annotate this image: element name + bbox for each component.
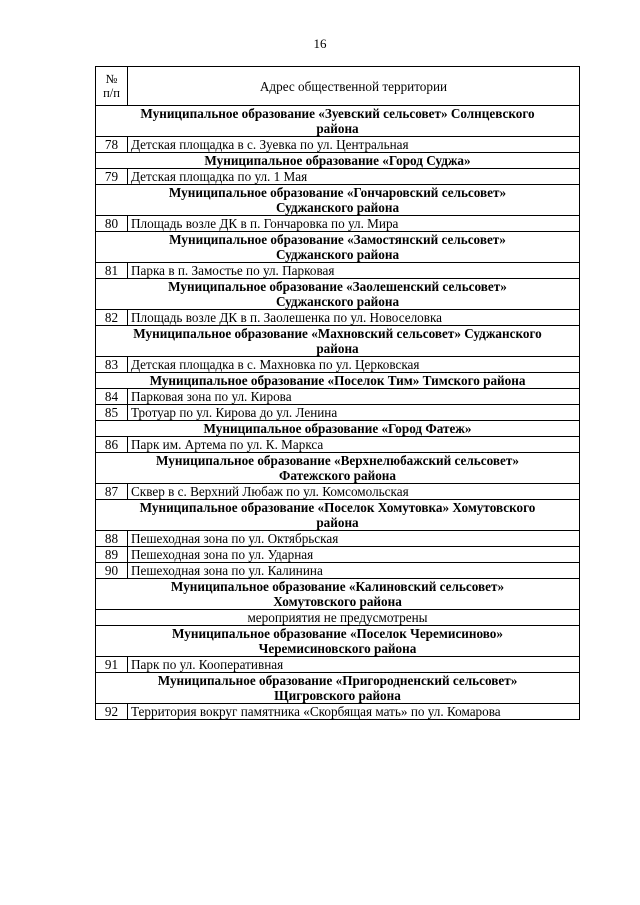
section-heading-line2: Суджанского района xyxy=(275,294,400,309)
table-row xyxy=(96,137,580,153)
table-row xyxy=(96,547,580,563)
row-number: 90 xyxy=(96,563,128,579)
section-heading xyxy=(96,153,580,169)
section-heading-line2: Хомутовского района xyxy=(273,594,402,609)
section-heading xyxy=(96,232,580,263)
section-heading xyxy=(96,421,580,437)
section-heading xyxy=(96,626,580,657)
table-body xyxy=(96,106,580,720)
section-heading-line1: Муниципальное образование «Пригородненский сельсовет» xyxy=(157,673,518,688)
row-address: Территория вокруг памятника «Скорбящая мать» по ул. Комарова xyxy=(128,704,580,720)
section-heading-line2: Щигровского района xyxy=(274,688,401,703)
table-row xyxy=(96,704,580,720)
row-address: Площадь возле ДК в п. Заолешенка по ул. Новоселовка xyxy=(128,310,580,326)
table-row xyxy=(96,405,580,421)
section-row xyxy=(96,153,580,169)
row-number: 87 xyxy=(96,484,128,500)
row-address: Площадь возле ДК в п. Гончаровка по ул. Мира xyxy=(128,216,580,232)
row-number: 78 xyxy=(96,137,128,153)
section-heading xyxy=(96,279,580,310)
section-row xyxy=(96,500,580,531)
section-heading xyxy=(96,373,580,389)
row-number: 91 xyxy=(96,657,128,673)
section-heading-line1: Муниципальное образование «Город Фатеж» xyxy=(203,421,472,436)
row-address: Пешеходная зона по ул. Октябрьская xyxy=(128,531,580,547)
section-heading xyxy=(96,185,580,216)
row-number: 79 xyxy=(96,169,128,185)
section-heading xyxy=(96,579,580,610)
row-address: Детская площадка в с. Махновка по ул. Церковская xyxy=(128,357,580,373)
table-row xyxy=(96,531,580,547)
section-row xyxy=(96,673,580,704)
row-address: Парк по ул. Кооперативная xyxy=(128,657,580,673)
section-heading-line1: Муниципальное образование «Поселок Хомутовка» Хомутовского xyxy=(139,500,536,515)
row-address: Парковая зона по ул. Кирова xyxy=(128,389,580,405)
row-address: Тротуар по ул. Кирова до ул. Ленина xyxy=(128,405,580,421)
section-heading-line1: Муниципальное образование «Махновский сельсовет» Суджанского xyxy=(133,326,542,341)
row-number: 89 xyxy=(96,547,128,563)
section-row xyxy=(96,279,580,310)
section-heading-line2: Суджанского района xyxy=(275,200,400,215)
section-heading-line1: Муниципальное образование «Замостянский сельсовет» xyxy=(169,232,506,247)
section-heading xyxy=(96,453,580,484)
table-row xyxy=(96,310,580,326)
table-row xyxy=(96,357,580,373)
section-row xyxy=(96,106,580,137)
section-heading xyxy=(96,673,580,704)
table-row xyxy=(96,169,580,185)
section-heading-line1: Муниципальное образование «Верхнелюбажский сельсовет» xyxy=(156,453,519,468)
note-text: мероприятия не предусмотрены xyxy=(96,610,580,626)
section-heading-line2: района xyxy=(316,515,359,530)
row-address: Сквер в с. Верхний Любаж по ул. Комсомольская xyxy=(128,484,580,500)
section-heading-line1: Муниципальное образование «Гончаровский сельсовет» xyxy=(168,185,507,200)
section-row xyxy=(96,453,580,484)
section-heading-line1: Муниципальное образование «Город Суджа» xyxy=(204,153,471,168)
section-row xyxy=(96,326,580,357)
header-address: Адрес общественной территории xyxy=(128,67,580,106)
territories-table xyxy=(95,66,580,720)
section-heading-line2: Суджанского района xyxy=(275,247,400,262)
table-row xyxy=(96,484,580,500)
table-row xyxy=(96,216,580,232)
section-heading-line1: Муниципальное образование «Калиновский сельсовет» xyxy=(170,579,505,594)
header-number xyxy=(96,67,128,106)
row-number: 85 xyxy=(96,405,128,421)
row-address: Парк им. Артема по ул. К. Маркса xyxy=(128,437,580,453)
row-address: Пешеходная зона по ул. Калинина xyxy=(128,563,580,579)
row-number: 83 xyxy=(96,357,128,373)
row-number: 86 xyxy=(96,437,128,453)
section-heading-line2: района xyxy=(316,121,359,136)
section-row xyxy=(96,626,580,657)
section-heading-line1: Муниципальное образование «Поселок Тим» Тимского района xyxy=(149,373,526,388)
section-heading-line1: Муниципальное образование «Заолешенский сельсовет» xyxy=(168,279,507,294)
row-address: Парка в п. Замостье по ул. Парковая xyxy=(128,263,580,279)
table-row xyxy=(96,389,580,405)
table-row xyxy=(96,657,580,673)
row-number: 80 xyxy=(96,216,128,232)
section-heading-line2: Черемисиновского района xyxy=(258,641,417,656)
row-address: Детская площадка по ул. 1 Мая xyxy=(128,169,580,185)
row-number: 92 xyxy=(96,704,128,720)
section-row xyxy=(96,232,580,263)
note-row xyxy=(96,610,580,626)
section-row xyxy=(96,373,580,389)
table-row xyxy=(96,437,580,453)
row-number: 81 xyxy=(96,263,128,279)
table-row xyxy=(96,563,580,579)
section-heading xyxy=(96,106,580,137)
row-address: Детская площадка в с. Зуевка по ул. Центральная xyxy=(128,137,580,153)
section-heading xyxy=(96,326,580,357)
row-number: 84 xyxy=(96,389,128,405)
header-number-line2: п/п xyxy=(103,86,120,100)
section-heading xyxy=(96,500,580,531)
row-address: Пешеходная зона по ул. Ударная xyxy=(128,547,580,563)
section-heading-line2: района xyxy=(316,341,359,356)
row-number: 82 xyxy=(96,310,128,326)
page-number: 16 xyxy=(313,36,327,51)
section-heading-line2: Фатежского района xyxy=(279,468,396,483)
section-row xyxy=(96,579,580,610)
section-row xyxy=(96,185,580,216)
header-number-line1: № xyxy=(105,72,118,86)
table-header-row xyxy=(96,67,580,106)
section-row xyxy=(96,421,580,437)
table-row xyxy=(96,263,580,279)
section-heading-line1: Муниципальное образование «Зуевский сельсовет» Солнцевского xyxy=(140,106,535,121)
row-number: 88 xyxy=(96,531,128,547)
section-heading-line1: Муниципальное образование «Поселок Черемисиново» xyxy=(172,626,503,641)
